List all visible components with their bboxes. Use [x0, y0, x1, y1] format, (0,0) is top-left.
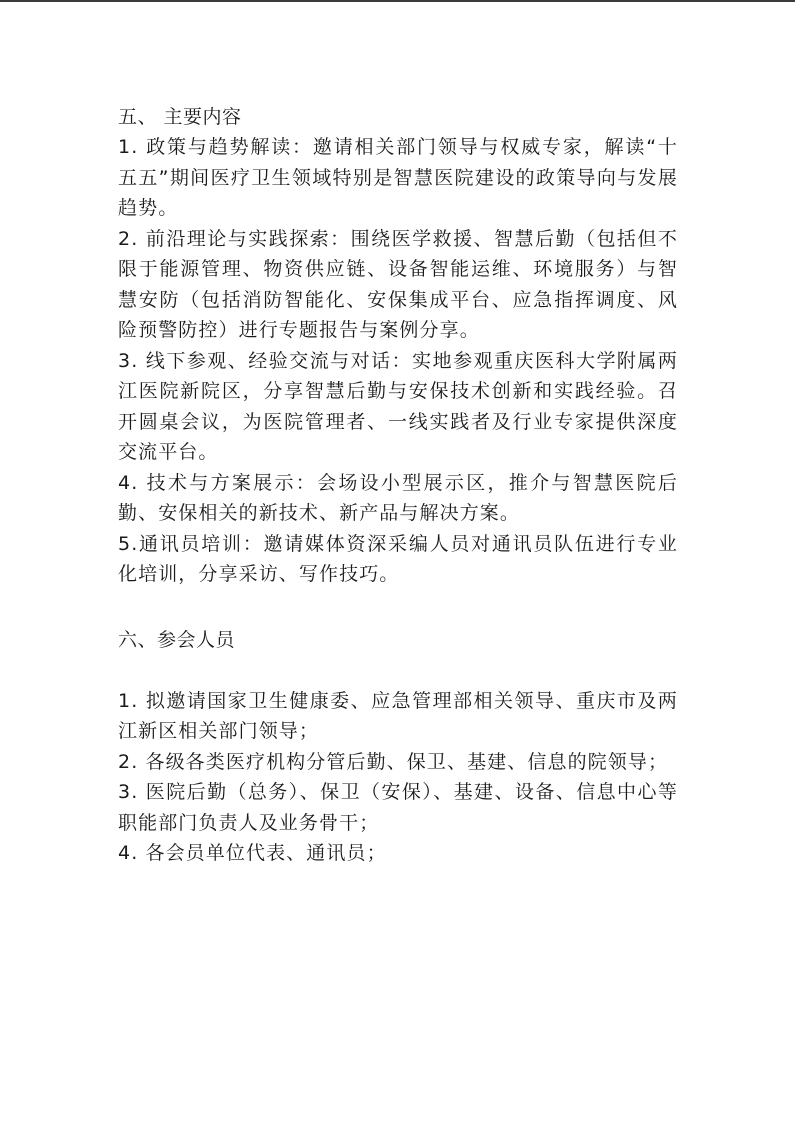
- main-content-item-3: 3. 线下参观、经验交流与对话：实地参观重庆医科大学附属两江医院新院区，分享智慧后勤与安保技术创新和实践经验。召开圆桌会议，为医院管理者、一线实践者及行业专家提供深度交流平台。: [118, 349, 678, 463]
- participants-item-1: 1. 拟邀请国家卫生健康委、应急管理部相关领导、重庆市及两江新区相关部门领导；: [118, 689, 678, 742]
- participants-item-3: 3. 医院后勤（总务）、保卫（安保）、基建、设备、信息中心等职能部门负责人及业务骨干；: [118, 781, 678, 834]
- main-content-item-2: 2. 前沿理论与实践探索：围绕医学救援、智慧后勤（包括但不限于能源管理、物资供应链、设备智能运维、环境服务）与智慧安防（包括消防智能化、安保集成平台、应急指挥调度、风险预警防控）进行专题报告与案例分享。: [118, 227, 678, 341]
- document-page: [118, 96, 678, 869]
- main-content-item-4: 4. 技术与方案展示：会场设小型展示区，推介与智慧医院后勤、安保相关的新技术、新产品与解决方案。: [118, 471, 678, 524]
- main-content-item-5: 5.通讯员培训：邀请媒体资深采编人员对通讯员队伍进行专业化培训，分享采访、写作技巧。: [118, 532, 678, 585]
- main-content-item-1: 1. 政策与趋势解读：邀请相关部门领导与权威专家，解读“十五五”期间医疗卫生领域特别是智慧医院建设的政策导向与发展趋势。: [118, 136, 678, 219]
- participants-list: [118, 686, 678, 869]
- section-heading-participants: 六、参会人员: [118, 628, 236, 651]
- participants-item-2: 2. 各级各类医疗机构分管后勤、保卫、基建、信息的院领导；: [118, 750, 669, 773]
- participants-item-4: 4. 各会员单位代表、通讯员；: [118, 842, 387, 864]
- section-heading-main-content: 五、 主要内容: [118, 106, 242, 128]
- main-content-list: [118, 132, 678, 590]
- page-top-edge: [0, 0, 795, 2]
